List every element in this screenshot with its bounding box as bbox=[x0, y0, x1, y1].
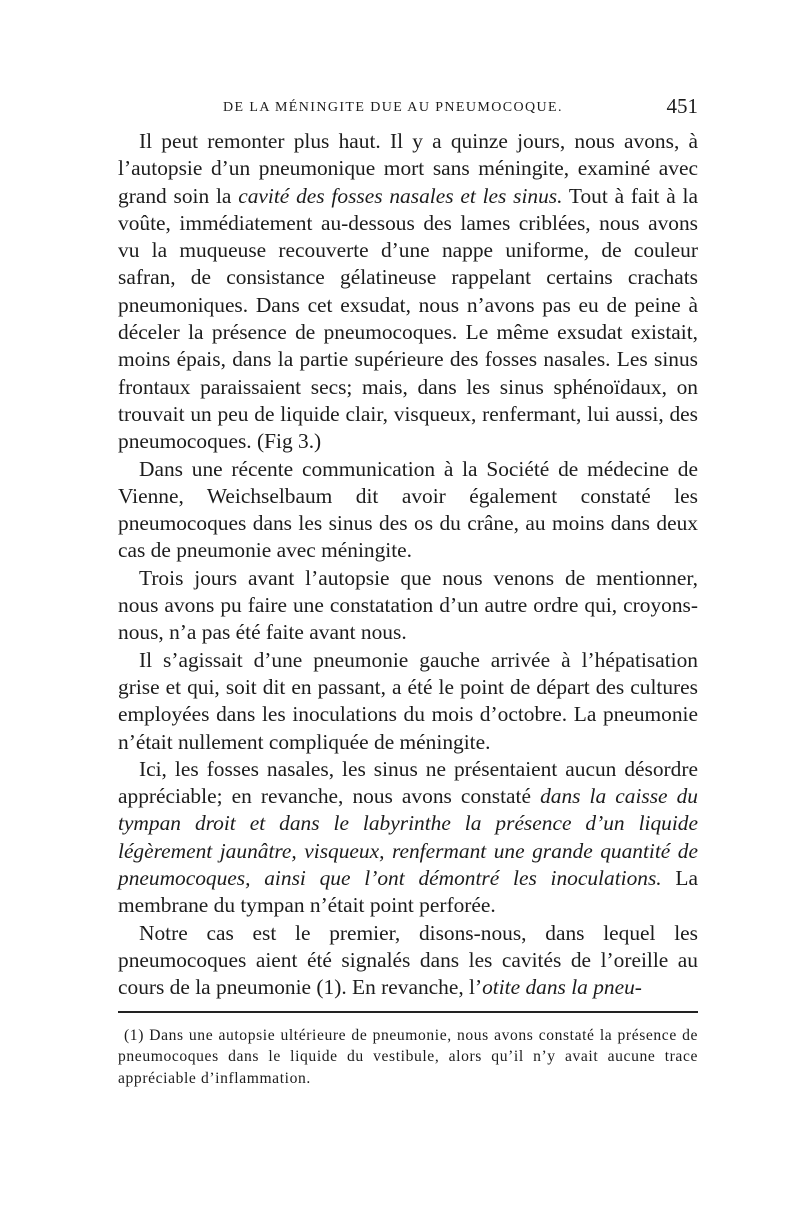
paragraph bbox=[118, 456, 698, 565]
text-run: Il peut remonter plus haut. Il y a quinze jours, nous avons, à l’autopsie d’un pneumonique mort sans méningite, examiné avec grand soin la bbox=[118, 129, 698, 208]
page-number: 451 bbox=[666, 94, 698, 118]
footnote-rule bbox=[118, 1011, 698, 1013]
footnote: (1) Dans une autopsie ultérieure de pneumonie, nous avons constaté la présence de pneumocoques dans le liquide du vestibule, alors qu’il n’y avait aucune trace appréciable d’inflammation. bbox=[118, 1026, 698, 1087]
text-run: La membrane du tympan n’était point perforée. bbox=[118, 866, 698, 918]
text-run: Notre cas est le premier, disons-nous, dans lequel les pneumocoques aient été signalés dans les cavités de l’oreille au cours de la pneumonie (1). En revanche, l’ bbox=[118, 920, 698, 1000]
text-run: Il s’agissait d’une pneumonie gauche arrivée à l’hépatisation grise et qui, soit dit en passant, a été le point de départ des cultures employées dans les inoculations du mois d’octobre. La pneumonie n’était nullement compliquée de méningite. bbox=[118, 647, 698, 754]
italic-text-run: dans la caisse du tympan droit et dans le labyrinthe la présence d’un liquide légèrement jaunâtre, visqueux, renfermant une grande quantité de pneumocoques, ainsi que l’ont démontré les inoculations. bbox=[118, 784, 698, 891]
text-run: Tout à fait à la voûte, immédiatement au-dessous des lames criblées, nous avons vu la muqueuse recouverte d’une nappe uniforme, de couleur safran, de consistance gélatineuse rappelant certains crachats pneumoniques. Dans cet exsudat, nous n’avons pas eu de peine à déceler la présence de pneumocoques. Le même exsudat existait, moins épais, dans la partie supérieure des fosses nasales. Les sinus frontaux paraissaient secs; mais, dans les sinus sphénoïdaux, on trouvait un peu de liquide clair, visqueux, renfermant, lui aussi, des pneumocoques. (Fig 3.) bbox=[118, 183, 698, 454]
italic-text-run: otite dans la pneu- bbox=[482, 975, 642, 1000]
paragraph bbox=[118, 647, 698, 756]
text-run: Ici, les fosses nasales, les sinus ne présentaient aucun désordre appréciable; en revanche, nous avons constaté bbox=[118, 756, 698, 809]
book-page bbox=[118, 94, 698, 1089]
text-run: Trois jours avant l’autopsie que nous venons de mentionner, nous avons pu faire une constatation d’un autre ordre qui, croyons-nous, n’a pas été faite avant nous. bbox=[118, 565, 698, 645]
italic-text-run: cavité des fosses nasales et les sinus. bbox=[238, 183, 563, 208]
running-title: DE LA MÉNINGITE DUE AU PNEUMOCOQUE. bbox=[223, 100, 563, 115]
paragraph bbox=[118, 756, 698, 920]
footnotes bbox=[118, 1025, 698, 1090]
paragraph bbox=[118, 565, 698, 647]
running-head bbox=[118, 94, 698, 128]
paragraph bbox=[118, 128, 698, 456]
body-text bbox=[118, 128, 698, 1002]
paragraph bbox=[118, 920, 698, 1002]
text-run: Dans une récente communication à la Société de médecine de Vienne, Weichselbaum dit avoir également constaté les pneumocoques dans les sinus des os du crâne, au moins dans deux cas de pneumonie avec méningite. bbox=[118, 456, 698, 563]
